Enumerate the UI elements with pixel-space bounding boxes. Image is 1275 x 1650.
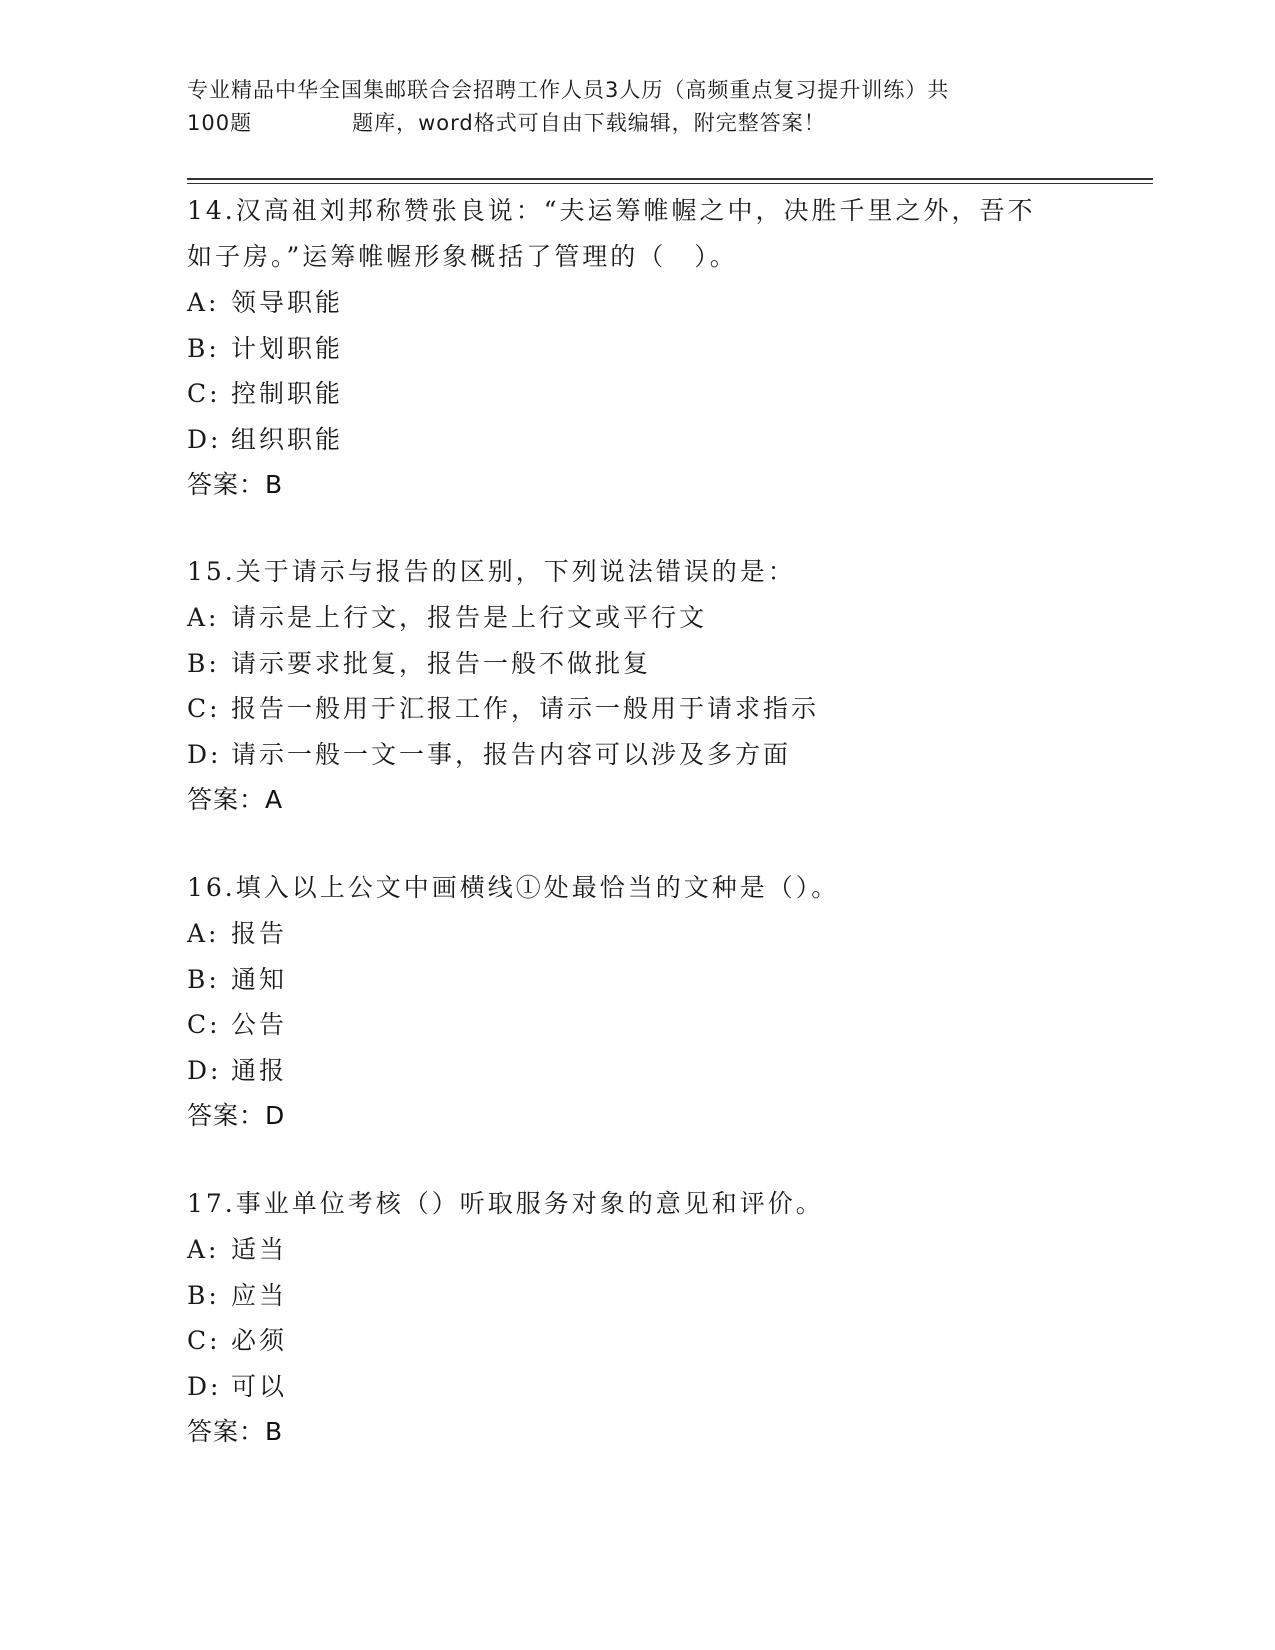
option-letter: C: <box>187 1010 221 1039</box>
option-text: 请示要求批复，报告一般不做批复 <box>231 648 652 678</box>
option-a <box>187 280 1087 326</box>
question-stem-continued: 如子房。”运筹帷幄形象概括了管理的（ ）。 <box>187 242 738 271</box>
option-text: 计划职能 <box>231 333 344 363</box>
option-text: 通报 <box>231 1055 288 1085</box>
header-title-line1: 专业精品中华全国集邮联合会招聘工作人员3人历（高频重点复习提升训练）共 <box>187 78 950 102</box>
option-a <box>187 1227 1087 1273</box>
option-c <box>187 686 1087 732</box>
option-text: 领导职能 <box>231 288 344 317</box>
option-c <box>187 371 1087 417</box>
option-text: 请示是上行文，报告是上行文或平行文 <box>231 603 708 632</box>
option-letter: A: <box>187 1235 220 1264</box>
header-description: 题库，word格式可自由下载编辑，附完整答案！ <box>352 111 826 135</box>
answer-key: 答案：B <box>187 1417 284 1446</box>
question-stem: 14.汉高祖刘邦称赞张良说：“夫运筹帷幄之中，决胜千里之外，吾不 <box>187 196 1036 225</box>
header-divider <box>187 178 1153 180</box>
option-text: 报告一般用于汇报工作，请示一般用于请求指示 <box>231 694 820 723</box>
answer-key: 答案：B <box>187 470 284 499</box>
question-stem: 17.事业单位考核（）听取服务对象的意见和评价。 <box>187 1189 824 1218</box>
option-a <box>187 595 1087 641</box>
option-letter: C: <box>187 694 221 723</box>
option-d <box>187 1364 1087 1410</box>
option-a <box>187 911 1087 957</box>
option-letter: B: <box>187 648 220 678</box>
document-header <box>187 74 1067 140</box>
option-b <box>187 326 1087 372</box>
option-text: 控制职能 <box>231 379 344 408</box>
option-d <box>187 417 1087 463</box>
question-stem: 16.填入以上公文中画横线①处最恰当的文种是（）。 <box>187 873 840 902</box>
option-letter: C: <box>187 1326 221 1355</box>
header-count: 100题 <box>187 111 253 135</box>
option-text: 适当 <box>231 1235 288 1264</box>
option-text: 报告 <box>231 919 288 948</box>
option-text: 公告 <box>231 1010 288 1039</box>
option-b <box>187 957 1087 1003</box>
option-b <box>187 641 1087 687</box>
option-text: 应当 <box>231 1280 288 1310</box>
option-letter: A: <box>187 603 220 632</box>
option-letter: A: <box>187 919 220 948</box>
option-text: 组织职能 <box>231 424 344 454</box>
option-text: 通知 <box>231 964 288 994</box>
option-c <box>187 1318 1087 1364</box>
question-15 <box>187 549 1087 823</box>
option-d <box>187 732 1087 778</box>
question-stem: 15.关于请示与报告的区别，下列说法错误的是： <box>187 557 796 586</box>
option-letter: B: <box>187 333 220 363</box>
header-divider-thin <box>187 183 1153 184</box>
option-letter: C: <box>187 379 221 408</box>
answer-key: 答案：D <box>187 1101 286 1130</box>
option-letter: D: <box>187 739 222 769</box>
option-text: 可以 <box>231 1371 288 1401</box>
option-letter: B: <box>187 1280 220 1310</box>
option-letter: D: <box>187 424 222 454</box>
option-b <box>187 1273 1087 1319</box>
option-letter: A: <box>187 288 220 317</box>
option-letter: D: <box>187 1371 222 1401</box>
option-text: 必须 <box>231 1326 288 1355</box>
option-letter: B: <box>187 964 220 994</box>
option-letter: D: <box>187 1055 222 1085</box>
answer-key: 答案：A <box>187 785 284 814</box>
option-c <box>187 1002 1087 1048</box>
question-17 <box>187 1181 1087 1455</box>
question-14 <box>187 188 1087 508</box>
header-title-line2 <box>187 107 1067 140</box>
option-text: 请示一般一文一事，报告内容可以涉及多方面 <box>231 739 792 769</box>
option-d <box>187 1048 1087 1094</box>
question-16 <box>187 865 1087 1139</box>
